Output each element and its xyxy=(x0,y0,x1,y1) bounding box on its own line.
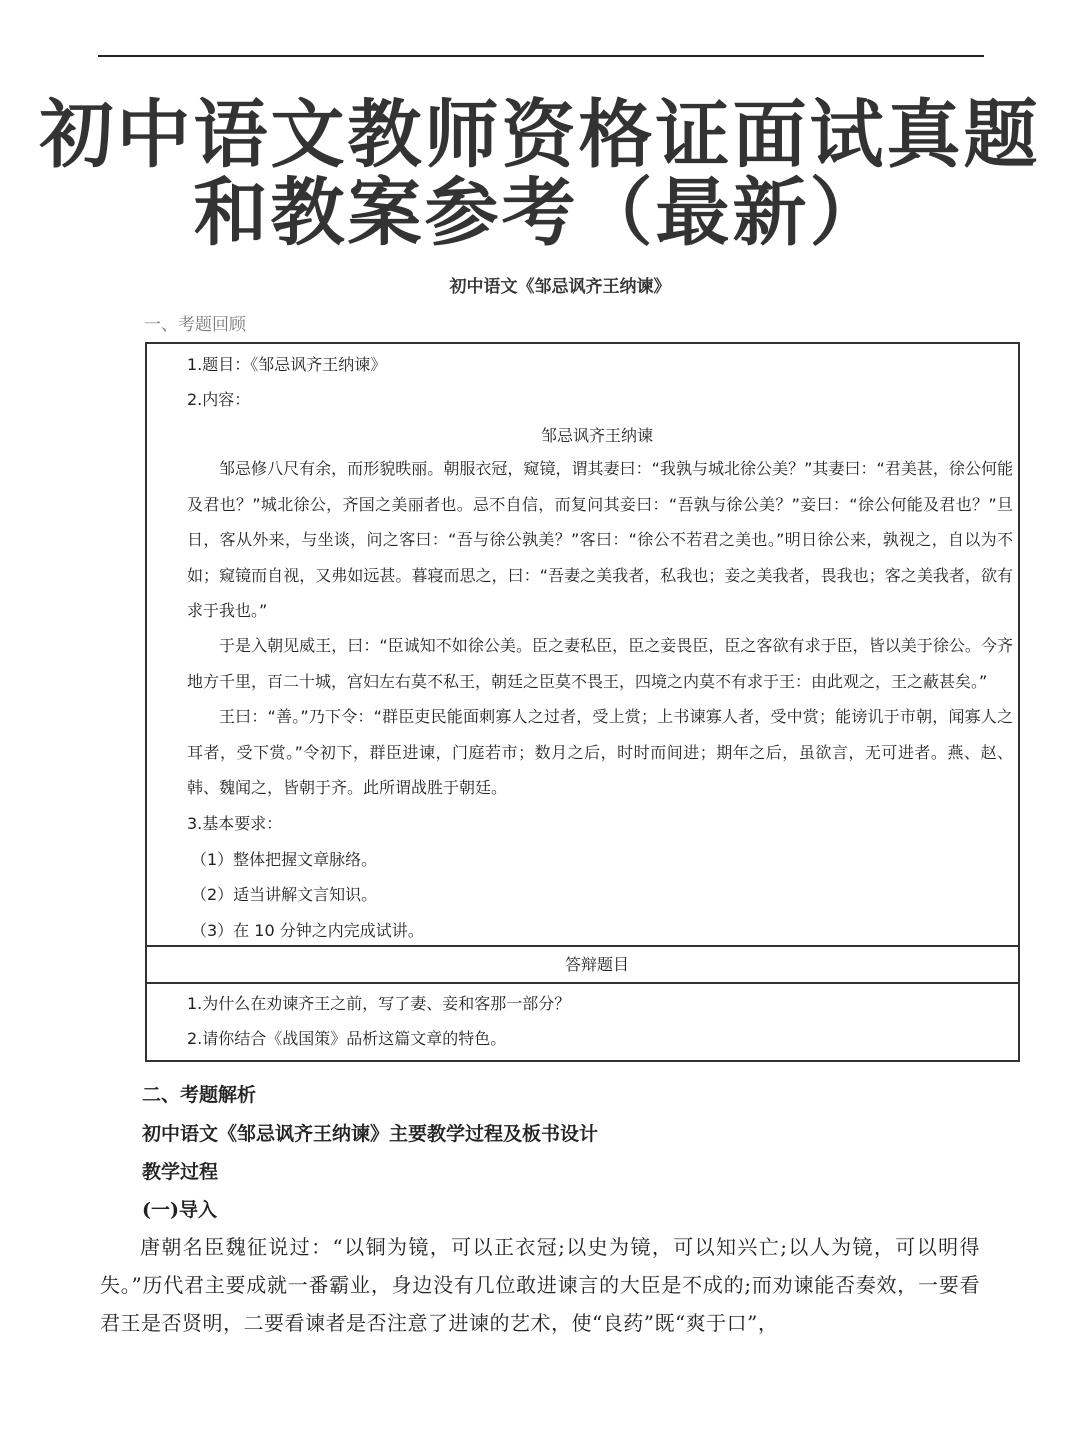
document-title-line2: 和教案参考（最新） xyxy=(193,170,887,256)
requirements-label: 3.基本要求： xyxy=(187,814,283,833)
intro-label: (一)导入 xyxy=(142,1199,217,1221)
requirement-3: （3）在 10 分钟之内完成试讲。 xyxy=(191,921,424,940)
lesson-subtitle: 初中语文《邹忌讽齐王纳谏》 xyxy=(449,277,671,297)
passage-paragraph-1: 邹忌修八尺有余，而形貌昳丽。朝服衣冠，窥镜，谓其妻曰：“我孰与城北徐公美？”其妻曰：“君美甚，徐公何能及君也？”城北徐公，齐国之美丽者也。忌不自信，而复问其妾曰：“吾孰与徐公美？”妾曰：“徐公何能及君也？”旦日，客从外来，与坐谈，问之客曰：“吾与徐公孰美？”客曰：“徐公不若君之美也。”明日徐公来，孰视之，自以为不如；窥镜而自视，又弗如远甚。暮寝而思之，曰：“吾妻之美我者，私我也；妾之美我者，畏我也；客之美我者，欲有求于我也。” xyxy=(187,459,1013,620)
document-title-line1: 初中语文教师资格证面试真题 xyxy=(39,92,1041,178)
debate-question-1: 1.为什么在劝谏齐王之前，写了妻、妾和客那一部分？ xyxy=(187,994,571,1013)
top-rule xyxy=(98,55,984,57)
passage-paragraph-2: 于是入朝见威王，曰：“臣诚知不如徐公美。臣之妻私臣，臣之妾畏臣，臣之客欲有求于臣，皆以美于徐公。今齐地方千里，百二十城，宫妇左右莫不私王，朝廷之臣莫不畏王，四境之内莫不有求于王：由此观之，王之蔽甚矣。” xyxy=(187,636,1013,691)
requirement-2: （2）适当讲解文言知识。 xyxy=(191,885,378,904)
passage-title: 邹忌讽齐王纳谏 xyxy=(540,426,653,445)
requirement-1: （1）整体把握文章脉络。 xyxy=(191,850,378,869)
box-divider-top xyxy=(147,945,1018,947)
intro-paragraph: 唐朝名臣魏征说过：“以铜为镜，可以正衣冠;以史为镜，可以知兴亡;以人为镜，可以明得失。”历代君主要成就一番霸业，身边没有几位敢进谏言的大臣是不成的;而劝谏能否奏效，一要看君王是否贤明，二要看谏者是否注意了进谏的艺术，使“良药”既“爽于口”， xyxy=(100,1235,980,1335)
box-divider-bottom xyxy=(147,982,1018,984)
content-label: 2.内容： xyxy=(187,390,251,409)
teaching-process-label: 教学过程 xyxy=(142,1161,219,1183)
passage-paragraph-3: 王曰：“善。”乃下令：“群臣吏民能面刺寡人之过者，受上赏；上书谏寡人者，受中赏；能谤讥于市朝，闻寡人之耳者，受下赏。”令初下，群臣进谏，门庭若市；数月之后，时时而间进；期年之后，虽欲言，无可进者。燕、赵、韩、魏闻之，皆朝于齐。此所谓战胜于朝廷。 xyxy=(187,707,1013,797)
section-analysis-label: 二、考题解析 xyxy=(142,1084,257,1106)
topic-line: 1.题目：《邹忌讽齐王纳谏》 xyxy=(187,355,387,374)
analysis-heading: 初中语文《邹忌讽齐王纳谏》主要教学过程及板书设计 xyxy=(142,1123,599,1145)
section-review-label: 一、考题回顾 xyxy=(144,315,246,335)
debate-heading: 答辩题目 xyxy=(564,955,629,974)
exam-question-box xyxy=(145,342,1020,1062)
debate-question-2: 2.请你结合《战国策》品析这篇文章的特色。 xyxy=(187,1029,507,1048)
